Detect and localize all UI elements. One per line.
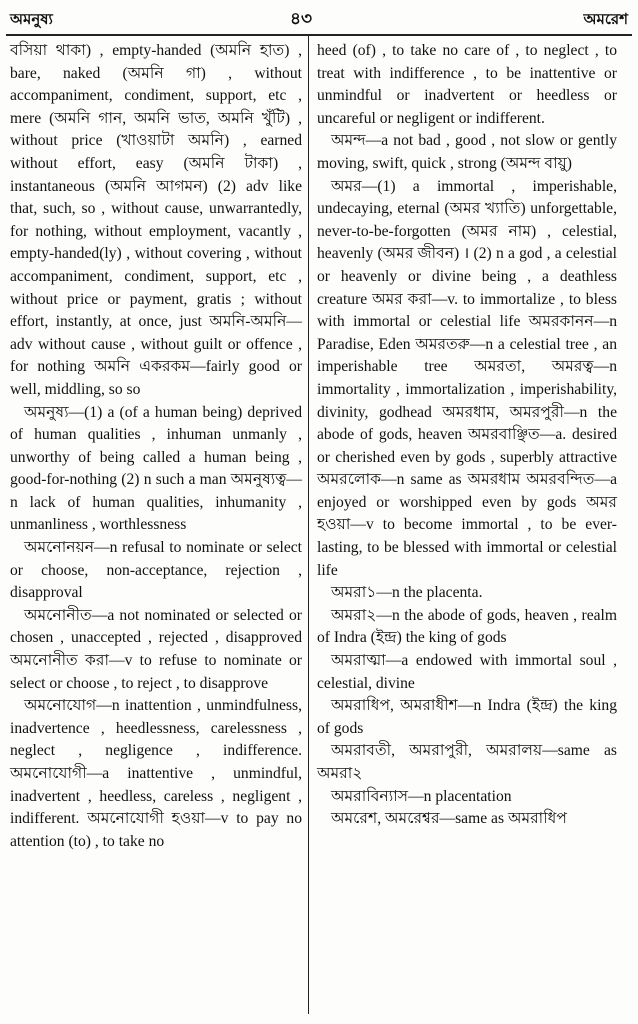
dictionary-entry: অমনোনয়ন—n refusal to nominate or select or choose, non-acceptance, rejection , disapproval: [10, 539, 302, 602]
dictionary-entry: অমনোযোগ—n inattention , unmindfulness, inadvertence , heedlessness, carelessness , neglect , negligence , indifference. অমনোযোগী—a inattentive , unmindful, inadvertent , heedless, careless , negligent , indifferent. অমনোযোগী হওয়া—v to pay no attention (to) , to take no: [10, 697, 302, 850]
dictionary-entry: অমনোনীত—a not nominated or selected or chosen , unaccepted , rejected , disapproved অমনোনীত করা—v to refuse to nominate or select or choose , to reject , to disapprove: [10, 606, 302, 692]
dictionary-entry: অমন্দ—a not bad , good , not slow or gently moving, swift, quick , strong (অমন্দ বায়ু): [317, 132, 617, 172]
dictionary-entry: অমরাবিন্যাস—n placentation: [331, 787, 512, 805]
right-column: [317, 40, 617, 831]
page-header: [0, 0, 638, 34]
dictionary-entry: অমর—(1) a immortal , imperishable, undecaying, eternal (অমর খ্যাতি) unforgettable, never-to-be-forgotten (অমর নাম) , celestial, heavenly (অমর জীবন) । (2) n a god , a celestial or heavenly or divine being , a deathless creature অমর করা—v. to immortalize , to bless with immortal or celestial life অমরকানন—n Paradise, Eden অমরতরু—n a celestial tree , an imperishable tree অমরতা, অমরত্ব—n immortality , immortalization , imperishability, divinity, godhead অমরধাম, অমরপুরী—n the abode of gods, heaven অমরবাঞ্ছিত—a. desired or cherished even by gods , superbly attractive অমরলোক—n same as অমরধাম অমরবন্দিত—a enjoyed or worshipped even by gods অমর হওয়া—v to become immortal , to be ever-lasting, to be blessed with immortal or celestial life: [317, 177, 617, 579]
dictionary-entry: বসিয়া থাকা) , empty-handed (অমনি হাত) , bare, naked (অমনি গা) , without accompaniment, condiment, support, etc , mere (অমনি গান, অমনি ভাত, অমনি খুঁটি) , without price (খাওয়াটা অমনি) , earned without effort, easy (অমনি টাকা) , instantaneous (অমনি আগমন) (2) adv like that, such, so , without cause, unwarrantedly, for nothing, without employment, vacantly , empty-handed(ly) , without covering , without accompaniment, condiment, support, etc , without price or payment, gratis ; without effort, instantly, at once, just অমনি-অমনি—adv without cause , without guilt or offence , for nothing অমনি একরকম—fairly good or well, middling, so so: [10, 42, 302, 398]
header-rule: [6, 34, 632, 36]
dictionary-entry: অমরা২—n the abode of gods, heaven , realm of Indra (ইন্দ্র) the king of gods: [317, 606, 617, 647]
right-guide-word: অমরেশ: [583, 10, 628, 28]
left-guide-word: অমনুষ্য: [10, 10, 53, 28]
column-divider: [308, 36, 309, 1014]
dictionary-entry: অমরাত্মা—a endowed with immortal soul , celestial, divine: [317, 652, 617, 692]
dictionary-entry: heed (of) , to take no care of , to neglect , to treat with indifference , to be inattentive or unmindful or inadvertent or heedless or uncareful or negligent or indifferent.: [317, 42, 617, 127]
page-number: ৪৩: [290, 9, 313, 29]
dictionary-entry: অমরা১—n the placenta.: [331, 584, 483, 602]
dictionary-entry: অমরাধিপ, অমরাধীশ—n Indra (ইন্দ্র) the king of gods: [317, 697, 617, 737]
dictionary-entry: অমরাবতী, অমরাপুরী, অমরালয়—same as অমরা২: [317, 742, 617, 782]
left-column: [10, 40, 302, 853]
dictionary-entry: অমরেশ, অমরেশ্বর—same as অমরাধিপ: [331, 810, 567, 828]
dictionary-entry: অমনুষ্য—(1) a (of a human being) deprived of human qualities , inhuman unmanly , unworthy of being called a human being , good-for-nothing (2) n such a man অমনুষ্যত্ব—n lack of human qualities, inhumanity , unmanliness , worthlessness: [10, 403, 302, 534]
